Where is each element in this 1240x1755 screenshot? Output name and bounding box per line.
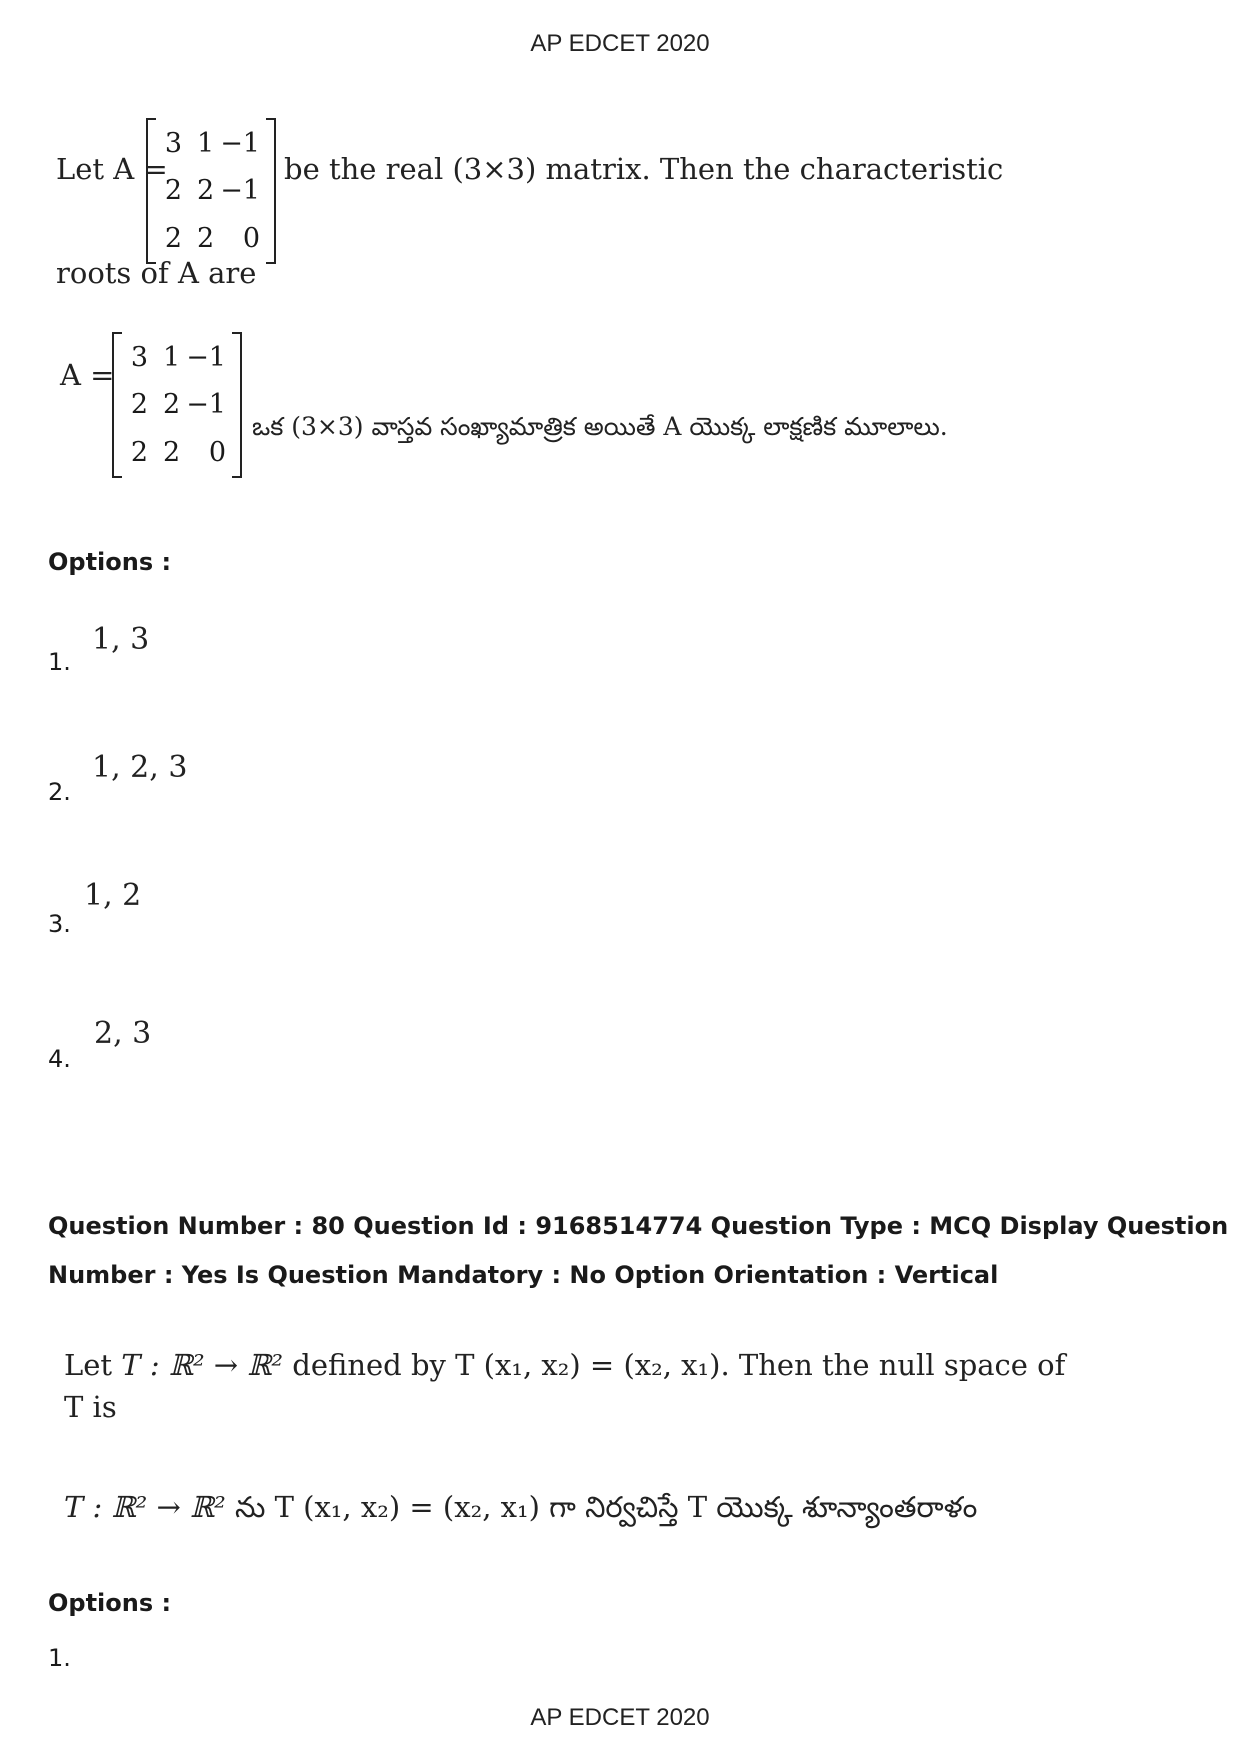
q80-te-line bbox=[64, 1490, 977, 1532]
options-label: Options : bbox=[48, 548, 172, 576]
matrix-cell: 1 bbox=[197, 128, 215, 160]
q80-en-map: T : ℝ² → ℝ² bbox=[121, 1348, 284, 1382]
option-value[interactable]: 1, 2 bbox=[84, 878, 142, 913]
question-meta-line1: Question Number : 80 Question Id : 9168514774 Question Type : MCQ Display Question bbox=[48, 1212, 1229, 1240]
matrix-cell: 2 bbox=[130, 389, 149, 421]
option-value[interactable]: 1, 2, 3 bbox=[92, 750, 188, 785]
q80-en-line2: T is bbox=[64, 1390, 117, 1424]
matrix-cell: −1 bbox=[186, 389, 226, 421]
option-number: 1. bbox=[48, 648, 71, 676]
q79-te-suffix: ఒక (3×3) వాస్తవ సంఖ్యామాత్రిక అయితే A యొక్క లాక్షణిక మూలాలు. bbox=[252, 412, 948, 441]
matrix-cell: −1 bbox=[220, 128, 260, 160]
q80-en-let: Let bbox=[64, 1348, 113, 1382]
q79-te-prefix: A = bbox=[60, 358, 115, 392]
q79-en-matrix bbox=[146, 118, 276, 264]
q80-en-definition: defined by T (x₁, x₂) = (x₂, x₁). Then the null space of bbox=[292, 1348, 1066, 1382]
option-number: 3. bbox=[48, 910, 71, 938]
matrix-cell: 2 bbox=[197, 175, 215, 207]
q79-en-suffix: be the real (3×3) matrix. Then the characteristic bbox=[284, 152, 1004, 186]
q80-en-line1 bbox=[64, 1348, 1065, 1382]
option-number: 2. bbox=[48, 778, 71, 806]
matrix-cell: 2 bbox=[163, 389, 181, 421]
option-number: 4. bbox=[48, 1045, 71, 1073]
q79-en-prefix: Let A = bbox=[56, 152, 168, 186]
matrix-cell: 2 bbox=[197, 222, 215, 254]
q79-te-matrix bbox=[112, 332, 242, 478]
matrix-cell: 1 bbox=[163, 342, 181, 374]
matrix-cell: 2 bbox=[130, 436, 149, 468]
page-footer: AP EDCET 2020 bbox=[530, 1704, 710, 1731]
matrix-cell: 3 bbox=[164, 128, 183, 160]
matrix-cell: 2 bbox=[164, 175, 183, 207]
question-meta-line2: Number : Yes Is Question Mandatory : No Option Orientation : Vertical bbox=[48, 1261, 999, 1289]
matrix-cell: −1 bbox=[186, 342, 226, 374]
matrix-cell: 2 bbox=[164, 222, 183, 254]
q80-te-rest: ను T (x₁, x₂) = (x₂, x₁) గా నిర్వచిస్తే T యొక్క శూన్యాంతరాళం bbox=[234, 1490, 978, 1524]
q80-te-map: T : ℝ² → ℝ² bbox=[64, 1490, 226, 1524]
page-header: AP EDCET 2020 bbox=[530, 30, 710, 57]
matrix-cell: 0 bbox=[242, 222, 260, 254]
q79-en-line2: roots of A are bbox=[56, 256, 257, 290]
option-number: 1. bbox=[48, 1644, 71, 1672]
matrix-cell: 3 bbox=[130, 342, 149, 374]
option-value[interactable]: 1, 3 bbox=[92, 622, 150, 657]
options-label: Options : bbox=[48, 1589, 172, 1617]
option-value[interactable]: 2, 3 bbox=[94, 1016, 152, 1051]
matrix-cell: −1 bbox=[220, 175, 260, 207]
matrix-cell: 2 bbox=[163, 436, 181, 468]
matrix-cell: 0 bbox=[208, 436, 226, 468]
